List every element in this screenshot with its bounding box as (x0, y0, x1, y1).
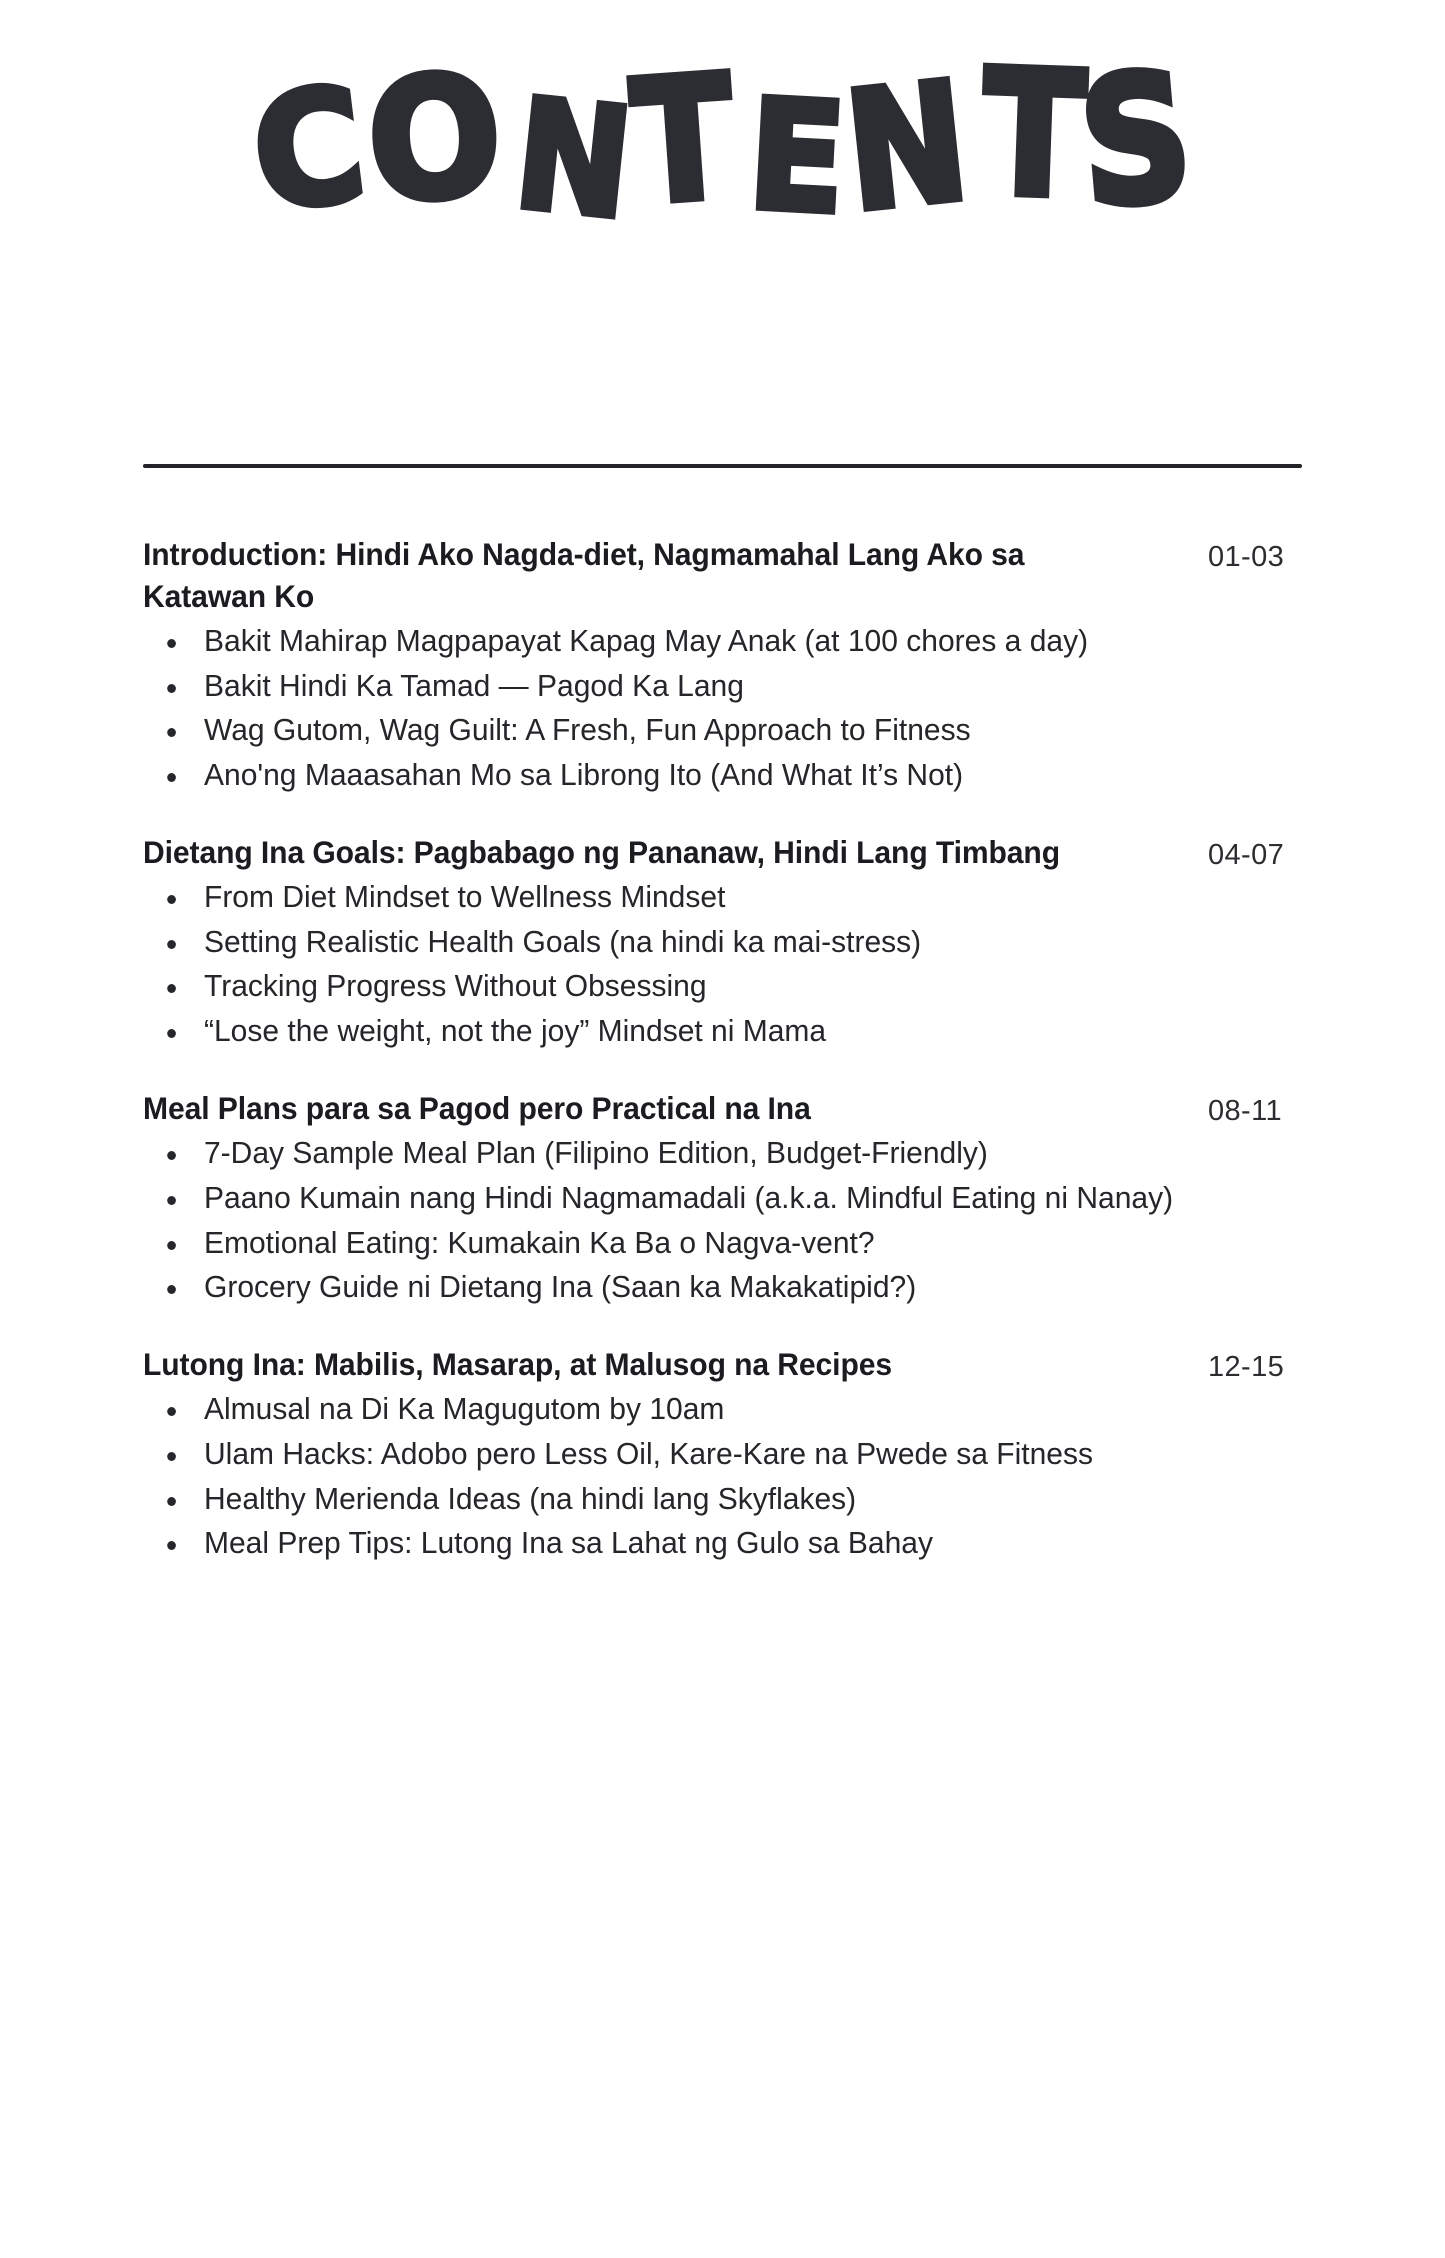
toc-section-page-range: 01-03 (1208, 541, 1285, 573)
toc-section (143, 1088, 1323, 1310)
toc-subitem[interactable]: Meal Prep Tips: Lutong Ina sa Lahat ng Gulo sa Bahay (143, 1521, 1182, 1566)
toc-subitem[interactable]: 7-Day Sample Meal Plan (Filipino Edition, Budget-Friendly) (143, 1131, 1182, 1176)
toc-section-title[interactable]: Introduction: Hindi Ako Nagda-diet, Nagmamahal Lang Ako sa Katawan Ko (143, 536, 1025, 614)
toc-section-title[interactable]: Dietang Ina Goals: Pagbabago ng Pananaw, Hindi Lang Timbang (143, 833, 1060, 870)
toc-subitem[interactable]: Ulam Hacks: Adobo pero Less Oil, Kare-Kare na Pwede sa Fitness (143, 1432, 1182, 1477)
toc-subitem[interactable]: Ano'ng Maaasahan Mo sa Librong Ito (And What It’s Not) (143, 753, 1182, 798)
toc-subitem-list (143, 1387, 1323, 1566)
toc-subitem[interactable]: From Diet Mindset to Wellness Mindset (143, 875, 1182, 920)
title-letter: O (363, 40, 506, 240)
title-letter: C (243, 54, 374, 247)
title-letter: N (507, 66, 640, 254)
toc-section-header[interactable] (143, 534, 1323, 617)
toc-subitem[interactable]: Setting Realistic Health Goals (na hindi ka mai-stress) (143, 920, 1182, 965)
title-letter: N (838, 47, 977, 248)
toc-subitem[interactable]: Bakit Mahirap Magpapayat Kapag May Anak (at 100 chores a day) (143, 619, 1182, 664)
title-divider (143, 464, 1302, 468)
toc-subitem-list (143, 1131, 1323, 1310)
toc-subitem[interactable]: Tracking Progress Without Obsessing (143, 964, 1182, 1009)
toc-subitem[interactable]: Grocery Guide ni Dietang Ina (Saan ka Makakatipid?) (143, 1265, 1182, 1310)
toc-section (143, 1344, 1323, 1566)
toc-subitem[interactable]: Almusal na Di Ka Magugutom by 10am (143, 1387, 1182, 1432)
page-title (0, 33, 1445, 254)
toc-subitem[interactable]: Paano Kumain nang Hindi Nagmamadali (a.k.a. Mindful Eating ni Nanay) (143, 1176, 1182, 1221)
toc-section-header[interactable] (143, 832, 1323, 874)
toc-section (143, 534, 1323, 798)
toc-section-header[interactable] (143, 1344, 1323, 1386)
toc-subitem-list (143, 875, 1323, 1054)
title-letter: S (1072, 35, 1199, 247)
title-letter: E (744, 67, 850, 248)
toc-subitem-list (143, 619, 1323, 798)
toc-section-title[interactable]: Meal Plans para sa Pagod pero Practical na Ina (143, 1089, 811, 1126)
toc-subitem[interactable]: Healthy Merienda Ideas (na hindi lang Skyflakes) (143, 1477, 1182, 1522)
toc-section-page-range: 12-15 (1208, 1350, 1285, 1383)
toc-section (143, 832, 1323, 1054)
toc-section-title[interactable]: Lutong Ina: Mabilis, Masarap, at Malusog na Recipes (143, 1345, 893, 1382)
toc-section-page-range: 04-07 (1208, 838, 1285, 871)
toc-subitem[interactable]: “Lose the weight, not the joy” Mindset ni Mama (143, 1009, 1182, 1054)
toc-subitem[interactable]: Emotional Eating: Kumakain Ka Ba o Nagva-vent? (143, 1221, 1182, 1266)
toc-subitem[interactable]: Bakit Hindi Ka Tamad — Pagod Ka Lang (143, 664, 1182, 709)
title-letter: T (979, 33, 1088, 237)
page-title-lettering (243, 33, 1199, 254)
table-of-contents (143, 534, 1323, 1566)
toc-section-header[interactable] (143, 1088, 1323, 1130)
toc-subitem[interactable]: Wag Gutom, Wag Guilt: A Fresh, Fun Approach to Fitness (143, 708, 1182, 753)
title-letter: T (626, 39, 740, 243)
toc-section-page-range: 08-11 (1208, 1094, 1283, 1127)
